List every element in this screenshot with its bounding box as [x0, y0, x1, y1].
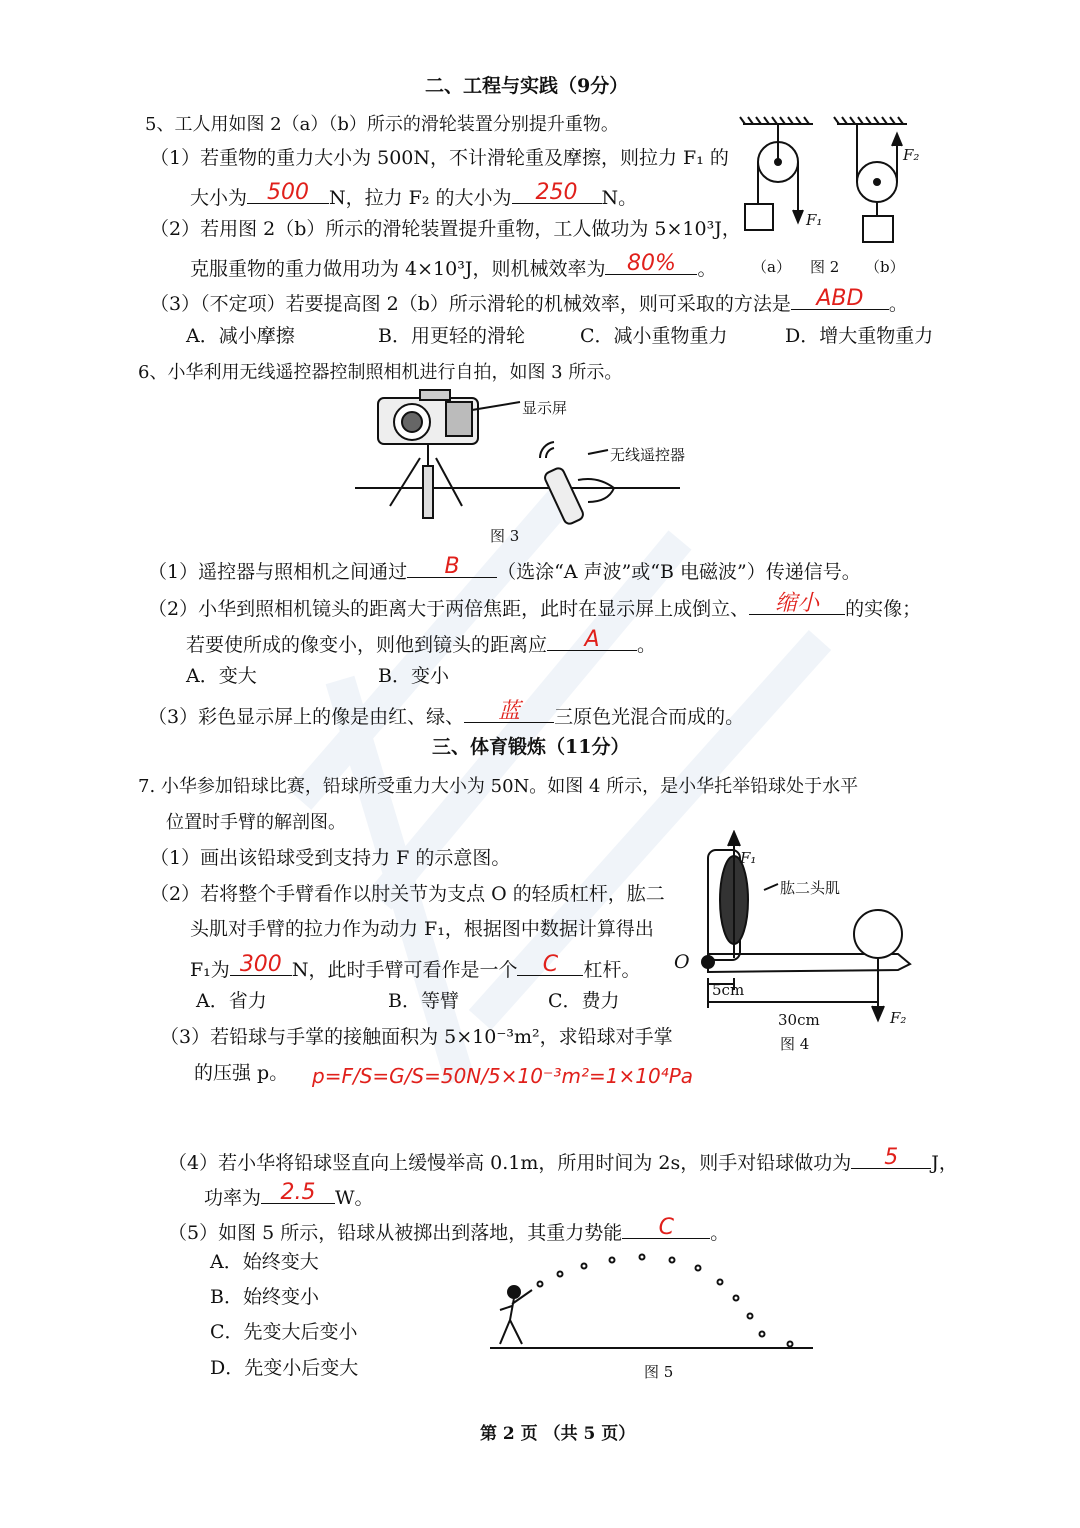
- figure-2-caption-b: （b）: [865, 258, 905, 276]
- q5-option-d: D．增大重物重力: [785, 325, 934, 347]
- figure-4-label-pivot: O: [674, 951, 690, 973]
- q5-part1-line2: [190, 181, 637, 210]
- q5-p2-text-b: 。: [697, 258, 717, 280]
- figure-4-caption: 图 4: [780, 1035, 810, 1053]
- figure-3-label-remote: 无线遥控器: [610, 446, 686, 464]
- figure-5-caption: 图 5: [644, 1363, 674, 1381]
- q7-handwritten-answer-4: 2.5: [280, 1180, 316, 1205]
- section-title-sports: 三、体育锻炼（11分）: [432, 736, 630, 758]
- q5-p3-text-a: （3）（不定项）若要提高图 2（b）所示滑轮的机械效率，则可采取的方法是: [150, 293, 791, 315]
- q5-part2-line2: [190, 252, 716, 281]
- q7-p4-text-d: W。: [335, 1187, 374, 1209]
- q6-p3-text-a: （3）彩色显示屏上的像是由红、绿、: [148, 706, 465, 728]
- q7-answer-blank-5[interactable]: [622, 1216, 710, 1239]
- q5-stem: 5、工人用如图 2（a）（b）所示的滑轮装置分别提升重物。: [145, 114, 619, 135]
- figure-2-caption: 图 2: [810, 258, 840, 276]
- figure-2-label-f2: F₂: [903, 146, 920, 164]
- q6-handwritten-answer-3: A: [584, 627, 600, 652]
- q7-answer-blank-1[interactable]: [230, 953, 292, 976]
- figure-2-caption-a: （a）: [752, 258, 791, 276]
- q5-p1-text-b: N，拉力 F₂ 的大小为: [329, 187, 512, 209]
- q7-part3-line2: 的压强 p。: [194, 1062, 289, 1084]
- q6-p2-text-b: 的实像；: [845, 598, 922, 620]
- figure-4-arm-lever: [668, 830, 938, 1030]
- q6-p1-text-a: （1）遥控器与照相机之间通过: [148, 561, 408, 583]
- figure-4-label-30cm: 30cm: [778, 1011, 820, 1029]
- q5-option-c: C．减小重物重力: [580, 325, 728, 347]
- q7-handwritten-answer-5: C: [658, 1215, 674, 1240]
- q7-p5-text-a: （5）如图 5 所示，铅球从被掷出到落地，其重力势能: [168, 1222, 623, 1244]
- q6-part3-line: [148, 700, 744, 729]
- q7-p2-text-c: 杠杆。: [583, 959, 641, 981]
- q7-option5-a: A．始终变大: [210, 1251, 319, 1273]
- q5-handwritten-answer-3: 80%: [627, 251, 676, 276]
- q6-handwritten-answer-1: B: [444, 554, 460, 579]
- q7-p2-text-a: F₁为: [190, 959, 230, 981]
- q5-part3-line: [150, 287, 908, 316]
- q6-answer-blank-2[interactable]: [749, 592, 845, 615]
- q7-answer-blank-4[interactable]: [261, 1181, 335, 1204]
- q7-p5-text-b: 。: [710, 1222, 730, 1244]
- q5-part2-line1: （2）若用图 2（b）所示的滑轮装置提升重物，工人做功为 5×10³J，: [150, 218, 741, 240]
- q6-p3-text-b: 三原色光混合而成的。: [554, 706, 745, 728]
- q6-part1-line: [148, 555, 861, 584]
- q6-p2-text-a: （2）小华到照相机镜头的距离大于两倍焦距，此时在显示屏上成倒立、: [148, 598, 750, 620]
- q5-answer-blank-4[interactable]: [791, 287, 889, 310]
- q7-handwritten-answer-3: 5: [884, 1145, 899, 1170]
- q7-answer-blank-3[interactable]: [851, 1146, 931, 1169]
- q5-part1-line1: （1）若重物的重力大小为 500N，不计滑轮重及摩擦，则拉力 F₁ 的: [150, 147, 729, 169]
- figure-4-label-f2: F₂: [890, 1009, 907, 1027]
- q7-p2-text-b: N，此时手臂可看作是一个: [291, 959, 518, 981]
- q6-option-a: A．变大: [186, 665, 257, 687]
- q6-p1-text-b: （选涂“A 声波”或“B 电磁波”）传递信号。: [497, 561, 861, 583]
- q7-part2-line2: 头肌对手臂的拉力作为动力 F₁，根据图中数据计算得出: [190, 918, 654, 940]
- q7-option-a: A．省力: [196, 990, 267, 1012]
- q7-part4-line1: [168, 1146, 958, 1175]
- q6-p2-text-c: 若要使所成的像变小，则他到镜头的距离应: [186, 634, 548, 656]
- q6-part2-line1: [148, 592, 921, 621]
- q7-part2-line3: [190, 953, 640, 982]
- q5-p3-text-b: 。: [888, 293, 908, 315]
- q6-stem: 6、小华利用无线遥控器控制照相机进行自拍，如图 3 所示。: [138, 362, 623, 383]
- q7-p4-text-c: 功率为: [204, 1187, 262, 1209]
- q5-answer-blank-2[interactable]: [512, 181, 602, 204]
- figure-5-shot-put-trajectory: [488, 1240, 818, 1352]
- q7-answer-blank-2[interactable]: [517, 953, 583, 976]
- q5-handwritten-answer-4: ABD: [816, 286, 864, 311]
- q7-stem-line1: 7. 小华参加铅球比赛，铅球所受重力大小为 50N。如图 4 所示，是小华托举铅球处于水平: [138, 776, 859, 797]
- q7-handwritten-pressure-calculation: p=F/S=G/S=50N/5×10⁻³m²=1×10⁴Pa: [312, 1064, 694, 1088]
- q5-p1-text-a: 大小为: [190, 187, 248, 209]
- figure-4-label-f1: F₁: [740, 849, 757, 867]
- q5-p1-text-c: N。: [601, 187, 638, 209]
- figure-3-label-screen: 显示屏: [522, 399, 568, 417]
- figure-3-caption: 图 3: [490, 527, 520, 545]
- figure-2-label-f1: F₁: [806, 211, 823, 229]
- section-title-engineering: 二、工程与实践（9分）: [425, 75, 629, 97]
- q5-p2-text-a: 克服重物的重力做用功为 4×10³J，则机械效率为: [190, 258, 606, 280]
- q7-handwritten-answer-1: 300: [239, 952, 282, 977]
- q6-option-b: B．变小: [378, 665, 449, 687]
- q6-answer-blank-3[interactable]: [547, 628, 637, 651]
- q7-option-b: B．等臂: [388, 990, 459, 1012]
- q6-handwritten-answer-2: 缩小: [775, 591, 820, 616]
- q7-handwritten-answer-2: C: [542, 952, 559, 977]
- page-footer: 第 2 页 （共 5 页）: [480, 1424, 636, 1444]
- q7-option-c: C．费力: [548, 990, 620, 1012]
- q7-part4-line2: [204, 1181, 374, 1210]
- q5-answer-blank-3[interactable]: [605, 252, 697, 275]
- q6-handwritten-answer-4: 蓝: [498, 699, 521, 724]
- q5-handwritten-answer-2: 250: [535, 180, 578, 205]
- q7-part2-line1: （2）若将整个手臂看作以肘关节为支点 O 的轻质杠杆，肱二: [150, 883, 665, 905]
- q7-option5-c: C．先变大后变小: [210, 1321, 358, 1343]
- q5-option-b: B．用更轻的滑轮: [378, 325, 525, 347]
- q5-answer-blank-1[interactable]: [247, 181, 329, 204]
- figure-4-label-5cm: 5cm: [712, 981, 745, 999]
- q6-answer-blank-1[interactable]: [407, 555, 497, 578]
- q7-option5-d: D．先变小后变大: [210, 1357, 359, 1379]
- q7-stem-line2: 位置时手臂的解剖图。: [166, 812, 346, 833]
- q7-option5-b: B．始终变小: [210, 1286, 319, 1308]
- q5-option-a: A．减小摩擦: [186, 325, 295, 347]
- q7-part3-line1: （3）若铅球与手掌的接触面积为 5×10⁻³m²，求铅球对手掌: [160, 1026, 673, 1048]
- q6-p2-text-d: 。: [637, 634, 657, 656]
- q7-p4-text-a: （4）若小华将铅球竖直向上缓慢举高 0.1m，所用时间为 2s，则手对铅球做功为: [168, 1152, 852, 1174]
- q6-part2-line2: [186, 628, 656, 657]
- figure-4-label-biceps: 肱二头肌: [780, 879, 841, 897]
- q5-handwritten-answer-1: 500: [267, 180, 310, 205]
- q6-answer-blank-4[interactable]: [464, 700, 554, 723]
- q7-p4-text-b: J，: [931, 1152, 958, 1174]
- q7-part1: （1）画出该铅球受到支持力 F 的示意图。: [150, 847, 511, 869]
